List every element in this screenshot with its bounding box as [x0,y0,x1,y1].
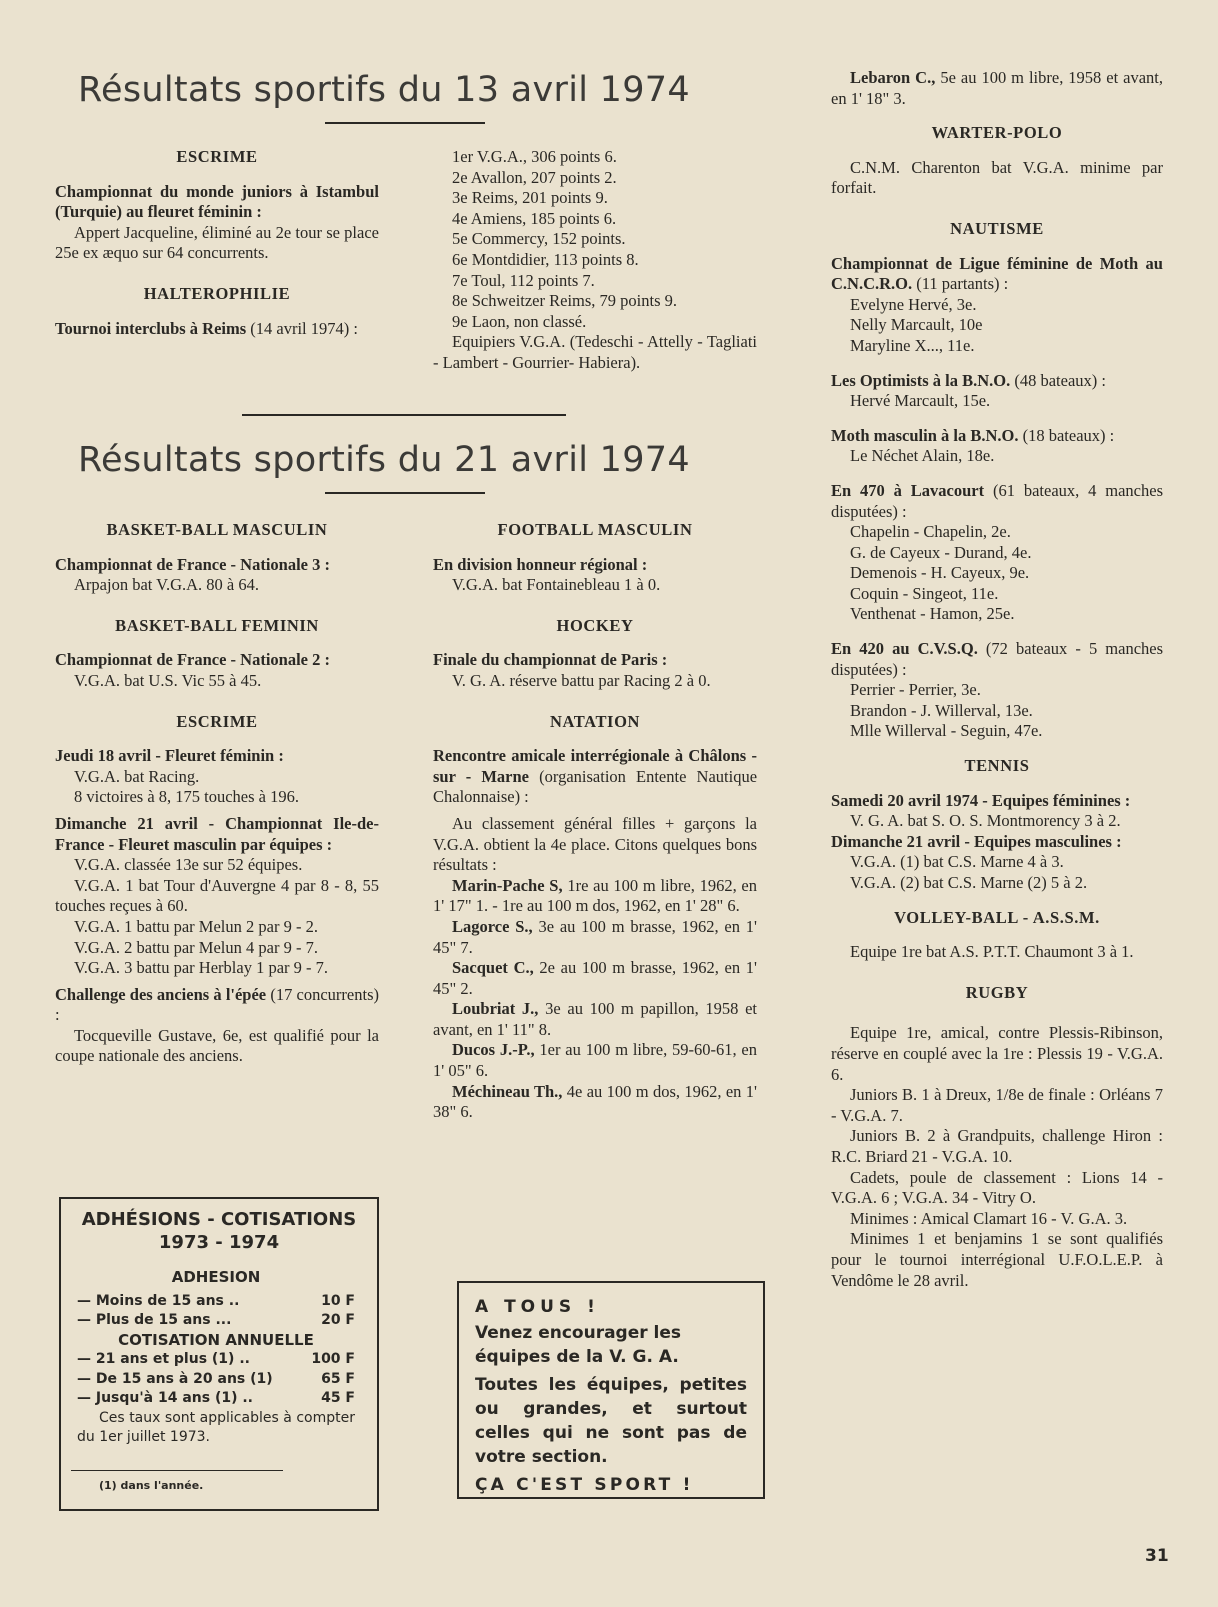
tarif-value: 100 F [311,1351,355,1367]
swimmer-name: Ducos J.-P., [452,1040,535,1060]
challenge-subhead [55,985,379,1026]
a-tous-heading: A TOUS ! [475,1297,600,1317]
s2-col1 [55,520,379,1067]
tarif-label: — 21 ans et plus (1) .. [77,1351,250,1367]
s1-col1 [55,147,379,339]
rugby-heading: RUGBY [965,982,1029,1002]
s420-line: Mlle Willerval - Seguin, 47e. [850,721,1043,741]
natation-subhead [433,746,757,808]
optimists-sub-rest: (48 bateaux) : [1014,370,1106,390]
nautisme-sub-bold: Championnat de Ligue féminine de Moth au C.N.C.R.O. [831,253,1163,294]
tarif-row [77,1389,355,1409]
halt-rank: 7e Toul, 112 points 7. [452,270,595,290]
tarif-label: — Moins de 15 ans .. [77,1292,240,1309]
s470-sub-bold: En 470 à Lavacourt [831,480,985,500]
swimmer-name: Méchineau Th., [452,1081,563,1101]
swimmer-name: Sacquet C., [452,958,534,978]
nautisme-sub-rest: (11 partants) : [916,274,1009,294]
nautisme-line: Evelyne Hervé, 3e. [850,294,977,314]
a-tous-line: Venez encourager les équipes de la V. G. A. [475,1323,682,1367]
tarif-row [77,1350,355,1370]
adhesions-title: ADHÉSIONS - COTISATIONS [81,1209,357,1230]
natation-result [433,958,757,999]
optimists-line: Hervé Marcault, 15e. [850,391,991,411]
moth-sub-bold: Moth masculin à la B.N.O. [831,425,1019,445]
adhesions-body [77,1268,355,1448]
tarif-label: — Plus de 15 ans ... [77,1312,232,1328]
rugby-line: Minimes 1 et benjamins 1 se sont qualifiés pour le tournoi interrégional U.F.O.L.E.P. à Vendôme le 28 avril. [831,1229,1163,1290]
challenge-bold: Challenge des anciens à l'épée [55,984,267,1004]
challenge-text: Tocqueville Gustave, 6e, est qualifié pour la coupe nationale des anciens. [55,1025,379,1066]
natation-result [433,876,757,917]
halt-rank: 2e Avallon, 207 points 2. [452,167,617,187]
rugby-line: Juniors B. 1 à Dreux, 1/8e de finale : Orléans 7 - V.G.A. 7. [831,1085,1163,1125]
footnote-rule [71,1470,283,1471]
natation-result [433,999,757,1040]
swim-result: 3e au 100 m brasse, 1962, en 1' 45" 7. [433,916,758,957]
football-subhead: En division honneur régional : [433,554,648,574]
halt-rank: 5e Commercy, 152 points. [452,229,626,249]
swimmer-name: Lagorce S., [452,916,533,936]
s420-line: Brandon - J. Willerval, 13e. [850,700,1033,720]
football-text: V.G.A. bat Fontainebleau 1 à 0. [452,575,661,595]
col3 [831,68,1163,1291]
lebaron-result [831,68,1163,109]
natation-heading: NATATION [549,711,641,731]
nautisme-line: Nelly Marcault, 10e [850,315,983,335]
tennis-subhead: Dimanche 21 avril - Equipes masculines : [831,831,1122,851]
s420-subhead [831,639,1163,680]
challenge-rest: (17 concurrents) : [55,984,379,1025]
a-tous-body [475,1295,747,1497]
escrime-line: V.G.A. 1 battu par Melun 2 par 9 - 2. [74,916,318,936]
s470-line: Coquin - Singeot, 11e. [850,583,999,603]
a-tous-line: Toutes les équipes, petites ou grandes, et surtout celles qui ne sont pas de votre section. [475,1375,747,1467]
nautisme-heading: NAUTISME [950,218,1044,238]
s470-sub-rest: (61 bateaux, 4 manches disputées) : [831,480,1164,521]
s420-sub-rest: (72 bateaux - 5 manches disputées) : [831,639,1164,679]
escrime-line: V.G.A. 3 battu par Herblay 1 par 9 - 7. [74,958,329,978]
s1-col2 [433,147,757,374]
natation-text: Au classement général filles + garçons la V.G.A. obtient la 4e place. Citons quelques bons résultats : [433,813,757,875]
tarif-value: 65 F [321,1370,355,1387]
swim-result: 3e au 100 m papillon, 1958 et avant, en 1' 11" 8. [433,999,758,1039]
halt-rank: 6e Montdidier, 113 points 8. [452,249,639,269]
natation-result [433,1040,757,1081]
swimmer-name: Lebaron C., [850,68,936,87]
title-underline [325,492,485,494]
tarif-label: — Jusqu'à 14 ans (1) .. [77,1390,254,1406]
halt-equipiers: Equipiers V.G.A. (Tedeschi - Attelly - Tagliati - Lambert - Gourrier- Habiera). [433,332,757,372]
optimists-sub-bold: Les Optimists à la B.N.O. [831,370,1011,390]
halt-rank: 4e Amiens, 185 points 6. [452,208,617,228]
basket-masculin-text: Arpajon bat V.G.A. 80 à 64. [74,575,259,595]
footnote: (1) dans l'année. [99,1478,204,1492]
halt-sub-rest: (14 avril 1974) : [250,318,358,338]
tarif-row [77,1292,355,1312]
rugby-line: Cadets, poule de classement : Lions 14 - V.G.A. 6 ; V.G.A. 34 - Vitry O. [831,1167,1163,1208]
s470-line: Venthenat - Hamon, 25e. [850,604,1015,624]
swimmer-name: Loubriat J., [452,999,539,1019]
tarif-value: 10 F [321,1292,355,1309]
moth-line: Le Néchet Alain, 18e. [850,446,995,466]
hockey-subhead: Finale du championnat de Paris : [433,650,668,670]
hockey-heading: HOCKEY [556,615,634,635]
waterpolo-text: C.N.M. Charenton bat V.G.A. minime par forfait. [831,157,1163,198]
hockey-text: V. G. A. réserve battu par Racing 2 à 0. [452,670,711,690]
tennis-line: V.G.A. (2) bat C.S. Marne (2) 5 à 2. [850,873,1088,892]
swim-result: 5e au 100 m libre, 1958 et avant, en 1' 18" 3. [831,68,1164,108]
rugby-line: Juniors B. 2 à Grandpuits, challenge Hiron : R.C. Briard 21 - V.G.A. 10. [831,1126,1163,1166]
halt-rank: 3e Reims, 201 points 9. [452,188,608,208]
tarif-label: — De 15 ans à 20 ans (1) [77,1370,273,1387]
tarif-value: 20 F [321,1312,355,1328]
halt-rank: 8e Schweitzer Reims, 79 points 9. [452,291,678,311]
adhesions-years: 1973 - 1974 [158,1232,280,1253]
natation-result [433,917,757,958]
tarif-row [77,1370,355,1390]
nautisme-subhead [831,254,1163,295]
escrime-line: V.G.A. classée 13e sur 52 équipes. [74,855,303,875]
basket-feminin-subhead: Championnat de France - Nationale 2 : [55,650,330,670]
page-number: 31 [1145,1546,1169,1566]
a-tous-slogan: ÇA C'EST SPORT ! [475,1475,694,1495]
swim-result: 2e au 100 m brasse, 1962, en 1' 45" 2. [433,958,757,998]
tennis-subhead: Samedi 20 avril 1974 - Equipes féminines : [831,790,1131,810]
escrime-line: V.G.A. bat Racing. [74,766,200,786]
swim-result: 1er au 100 m libre, 59-60-61, en 1' 05" 6. [433,1040,757,1081]
s470-subhead [831,481,1163,522]
waterpolo-heading: WARTER-POLO [931,123,1063,143]
a-tous-box [457,1281,765,1499]
halterophilie-heading: HALTEROPHILIE [143,283,291,303]
swimmer-name: Marin-Pache S, [452,875,563,895]
s420-line: Perrier - Perrier, 3e. [850,680,981,700]
basket-masculin-heading: BASKET-BALL MASCULIN [106,520,328,539]
tennis-line: V. G. A. bat S. O. S. Montmorency 3 à 2. [850,811,1121,831]
natation-sub-rest: (organisation Entente Nautique Chalonnaise) : [433,766,758,807]
title-13-avril: Résultats sportifs du 13 avril 1974 [78,70,690,110]
escrime-line: 8 victoires à 8, 175 touches à 196. [74,787,299,807]
adhesions-box [59,1197,379,1511]
basket-feminin-text: V.G.A. bat U.S. Vic 55 à 45. [74,670,262,690]
s470-line: Chapelin - Chapelin, 2e. [850,522,1011,542]
swim-result: 4e au 100 m dos, 1962, en 1' 38" 6. [433,1081,758,1122]
football-heading: FOOTBALL MASCULIN [497,520,693,539]
swim-result: 1re au 100 m libre, 1962, en 1' 17" 1. - 1re au 100 m dos, 1962, en 1' 28" 6. [433,875,757,916]
natation-sub-bold: Rencontre amicale interrégionale à Châlons - sur - Marne [433,746,757,786]
moth-sub-rest: (18 bateaux) : [1022,425,1115,445]
nautisme-line: Maryline X..., 11e. [850,335,975,355]
s470-line: G. de Cayeux - Durand, 4e. [850,542,1032,562]
escrime-subhead: Dimanche 21 avril - Championnat Ile-de-France - Fleuret masculin par équipes : [55,813,379,854]
adhesion-heading: ADHESION [171,1268,261,1286]
s420-sub-bold: En 420 au C.V.S.Q. [831,639,978,659]
escrime-text: Appert Jacqueline, éliminé au 2e tour se place 25e ex æquo sur 64 concurrents. [55,222,379,263]
moth-subhead [831,426,1163,447]
tarif-note: Ces taux sont applicables à compter du 1er juillet 1973. [77,1409,355,1445]
rugby-line: Minimes : Amical Clamart 16 - V. G.A. 3. [850,1208,1128,1228]
s470-line: Demenois - H. Cayeux, 9e. [850,563,1030,583]
escrime-line: V.G.A. 2 battu par Melun 4 par 9 - 7. [74,937,318,957]
escrime-subhead: Championnat du monde juniors à Istambul (Turquie) au fleuret féminin : [55,181,379,222]
escrime-line: V.G.A. 1 bat Tour d'Auvergne 4 par 8 - 8, 55 touches reçues à 60. [55,875,379,916]
halt-sub-bold: Tournoi interclubs à Reims [55,318,247,338]
tennis-heading: TENNIS [964,756,1030,776]
rugby-line: Equipe 1re, amical, contre Plessis-Ribinson, réserve en couplé avec la 1re : Plessis 19 - V.G.A. 6. [831,1023,1163,1084]
halt-rank: 1er V.G.A., 306 points 6. [452,147,617,166]
halt-rank: 9e Laon, non classé. [452,311,587,331]
natation-result [433,1082,757,1123]
section-divider [242,414,566,416]
tennis-line: V.G.A. (1) bat C.S. Marne 4 à 3. [850,852,1064,872]
escrime-subhead: Jeudi 18 avril - Fleuret féminin : [55,746,284,766]
halterophilie-subhead [55,319,379,340]
s2-col2 [433,520,757,1123]
volleyball-heading: VOLLEY-BALL - A.S.S.M. [894,907,1100,927]
optimists-subhead [831,371,1163,392]
volleyball-text: Equipe 1re bat A.S. P.T.T. Chaumont 3 à 1. [850,942,1134,962]
tarif-value: 45 F [321,1390,355,1406]
escrime-heading: ESCRIME [176,147,258,166]
basket-feminin-heading: BASKET-BALL FEMININ [115,615,319,635]
basket-masculin-subhead: Championnat de France - Nationale 3 : [55,554,330,574]
title-underline [325,122,485,124]
cotisation-heading: COTISATION ANNUELLE [118,1330,314,1349]
tarif-row [77,1311,355,1331]
escrime-heading: ESCRIME [176,711,258,731]
title-21-avril: Résultats sportifs du 21 avril 1974 [78,440,690,480]
